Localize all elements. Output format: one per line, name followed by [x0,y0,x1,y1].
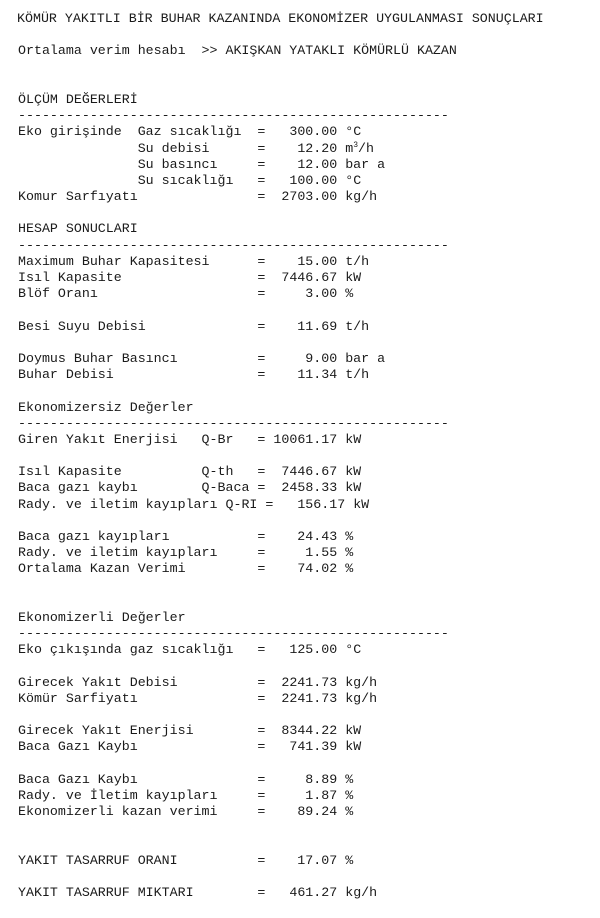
unit: % [345,852,354,868]
row-label: Komur Sarfıyatı [18,189,138,205]
unit: kW [345,270,362,285]
value-row [18,497,544,513]
row-value: 89.24 [297,804,338,820]
unit: °C [345,124,362,140]
unit: % [345,771,354,787]
unit: kW [353,496,370,512]
equals-sign: = [257,270,266,285]
value-row [18,529,544,545]
row-value: 125.00 [289,642,338,658]
value-row [18,464,544,480]
equals-sign: = [257,690,266,706]
unit: % [345,561,354,577]
row-value: 17.07 [297,852,338,868]
value-row [18,141,544,157]
unit: t/h [345,367,370,383]
blank-line [18,659,544,675]
equals-sign: = [257,561,266,577]
row-label: Baca gazı kaybı [18,480,138,496]
row-value: 2241.73 [281,674,338,690]
row-value: 2241.73 [281,690,338,706]
unit: bar a [345,156,386,172]
blank-line [18,707,544,723]
unit: °C [345,642,362,658]
equals-sign: = [257,253,266,269]
equals-sign: = [257,431,266,447]
unit: kg/h [345,674,378,690]
value-row [18,432,544,448]
unit: kW [345,739,362,755]
row-value: 9.00 [305,350,338,366]
equals-sign: = [257,852,266,868]
row-value: 3.00 [305,286,338,302]
blank-line [18,76,544,92]
equals-sign: = [257,674,266,690]
equals-sign: = [257,189,266,205]
row-value: 12.20 [297,140,338,156]
report-title [18,11,544,27]
row-label: Su basıncı [137,156,218,172]
equals-sign: = [257,885,266,901]
equals-sign: = [257,286,266,302]
row-value: 24.43 [297,529,338,544]
row-label: Baca Gazı Kaybı [18,739,138,755]
row-value: 7446.67 [281,464,338,480]
unit: kW [345,431,362,447]
blank-line [18,869,544,885]
blank-line [18,448,544,464]
row-label: Besi Suyu Debisi [18,318,146,334]
row-code: Q-th [201,464,234,480]
value-row [18,124,544,140]
blank-line [18,335,544,351]
equals-sign: = [257,739,266,755]
value-row [18,173,544,189]
section-header [18,610,544,626]
value-row [18,270,544,286]
equals-sign: = [257,124,266,140]
row-code: Q-RI [225,496,258,512]
section-title: ÖLÇÜM DEĞERLERİ [18,91,138,107]
divider: ------------------------------------------------------ [18,237,449,253]
row-value: 15.00 [297,253,338,269]
value-row [18,561,544,577]
value-row [18,675,544,691]
unit: % [345,545,354,561]
section-header [18,92,544,108]
value-row [18,642,544,658]
equals-sign: = [257,318,266,334]
equals-sign: = [265,496,274,512]
row-value: 461.27 [289,885,338,901]
value-row [18,286,544,302]
report-subtitle: Ortalama verim hesabı >> AKIŞKAN YATAKLI KÖMÜRLÜ KAZAN [18,43,457,59]
equals-sign: = [257,464,266,480]
value-row [18,157,544,173]
value-row [18,804,544,820]
equals-sign: = [257,529,266,544]
equals-sign: = [257,642,266,658]
unit: t/h [345,253,370,269]
unit: % [345,529,354,544]
row-value: 1.55 [305,545,338,561]
unit: kg/h [345,690,378,706]
row-label: Ortalama Kazan Verimi [18,561,186,577]
value-row [18,367,544,383]
value-row [18,739,544,755]
row-label: Maximum Buhar Kapasitesi [18,253,210,269]
value-row [18,723,544,739]
equals-sign: = [257,804,266,820]
row-label: Giren Yakıt Enerjisi [18,431,178,447]
blank-line [18,205,544,221]
row-value: 2703.00 [281,189,338,205]
row-label: Isıl Kapasite [18,270,122,285]
unit: kW [345,480,362,496]
blank-line [18,594,544,610]
blank-line [18,302,544,318]
value-row [18,254,544,270]
row-label: Baca gazı kayıpları [18,529,170,544]
row-label: YAKIT TASARRUF ORANI [18,852,178,868]
value-row [18,480,544,496]
row-value: 7446.67 [281,270,338,285]
value-row [18,319,544,335]
row-label: Girecek Yakıt Enerjisi [18,723,194,739]
equals-sign: = [257,350,266,366]
equals-sign: = [257,545,266,561]
row-label: Su debisi [137,140,210,156]
blank-line [18,513,544,529]
blank-line [18,837,544,853]
row-value: 1.87 [305,788,338,803]
row-label: Kömür Sarfiyatı [18,690,138,706]
row-value: 11.69 [297,318,338,334]
unit: $m^3/h$ [345,140,374,156]
value-row [18,189,544,205]
unit: % [345,286,354,302]
equals-sign: = [257,367,266,383]
row-label: Eko çıkışında gaz sıcaklığı [18,642,234,658]
value-row [18,772,544,788]
row-value: 741.39 [289,739,338,755]
unit: t/h [345,318,370,334]
row-label: Girecek Yakıt Debisi [18,674,178,690]
unit: bar a [345,350,386,366]
row-value: 74.02 [297,561,338,577]
row-label: Buhar Debisi [18,367,114,383]
row-value: 156.17 [297,496,346,512]
divider: ------------------------------------------------------ [18,626,449,642]
value-row [18,545,544,561]
row-code: Q-Baca [201,480,250,496]
row-label: Doymus Buhar Basıncı [18,350,178,366]
group-label: Eko girişinde [18,124,122,140]
section-title: HESAP SONUCLARI [18,221,138,237]
section-header [18,221,544,237]
row-label: Isıl Kapasite [18,464,122,480]
equals-sign: = [257,140,266,156]
divider: ------------------------------------------------------ [18,415,449,431]
blank-line [18,756,544,772]
equals-sign: = [257,723,266,739]
divider: ------------------------------------------------------ [18,108,449,124]
value-row [18,691,544,707]
unit: kg/h [345,189,378,205]
equals-sign: = [257,480,266,496]
unit: °C [345,172,362,188]
row-label: Baca Gazı Kaybı [18,771,138,787]
section-title: Ekonomizersiz Değerler [18,399,194,415]
superscript: 3 [353,140,359,150]
row-label: Rady. ve iletim kayıpları [18,496,218,512]
equals-sign: = [257,172,266,188]
row-value: 12.00 [297,156,338,172]
unit: kg/h [345,885,378,901]
row-value: 10061.17 [273,431,338,447]
row-label: Gaz sıcaklığı [137,124,242,140]
unit: kW [345,723,362,739]
row-value: 300.00 [289,124,338,140]
equals-sign: = [257,156,266,172]
value-row [18,853,544,869]
section-title: Ekonomizerli Değerler [18,609,186,625]
row-value: 8.89 [305,771,338,787]
equals-sign: = [257,771,266,787]
blank-line [18,383,544,399]
value-row [18,351,544,367]
blank-line [18,578,544,594]
value-row [18,788,544,804]
row-value: 8344.22 [281,723,338,739]
row-value: 11.34 [297,367,338,383]
row-code: Q-Br [201,431,234,447]
equals-sign: = [257,788,266,803]
unit: kW [345,464,362,480]
unit: % [345,788,354,803]
value-row [18,885,544,901]
blank-line [18,60,544,76]
row-label: Su sıcaklığı [137,172,234,188]
row-label: Blöf Oranı [18,286,98,302]
report [18,11,544,901]
row-label: Rady. ve İletim kayıpları [18,788,218,803]
report-subtitle [18,43,544,59]
blank-line [18,27,544,43]
blank-line [18,820,544,836]
row-value: 100.00 [289,172,338,188]
row-label: Ekonomizerli kazan verimi [18,804,218,820]
report-title: KÖMÜR YAKITLI BİR BUHAR KAZANINDA EKONOMİZER UYGULANMASI SONUÇLARI [17,11,544,26]
unit: % [345,804,354,820]
row-label: YAKIT TASARRUF MIKTARI [18,885,194,901]
section-header [18,400,544,416]
row-value: 2458.33 [281,480,338,496]
row-label: Rady. ve iletim kayıpları [18,545,218,561]
